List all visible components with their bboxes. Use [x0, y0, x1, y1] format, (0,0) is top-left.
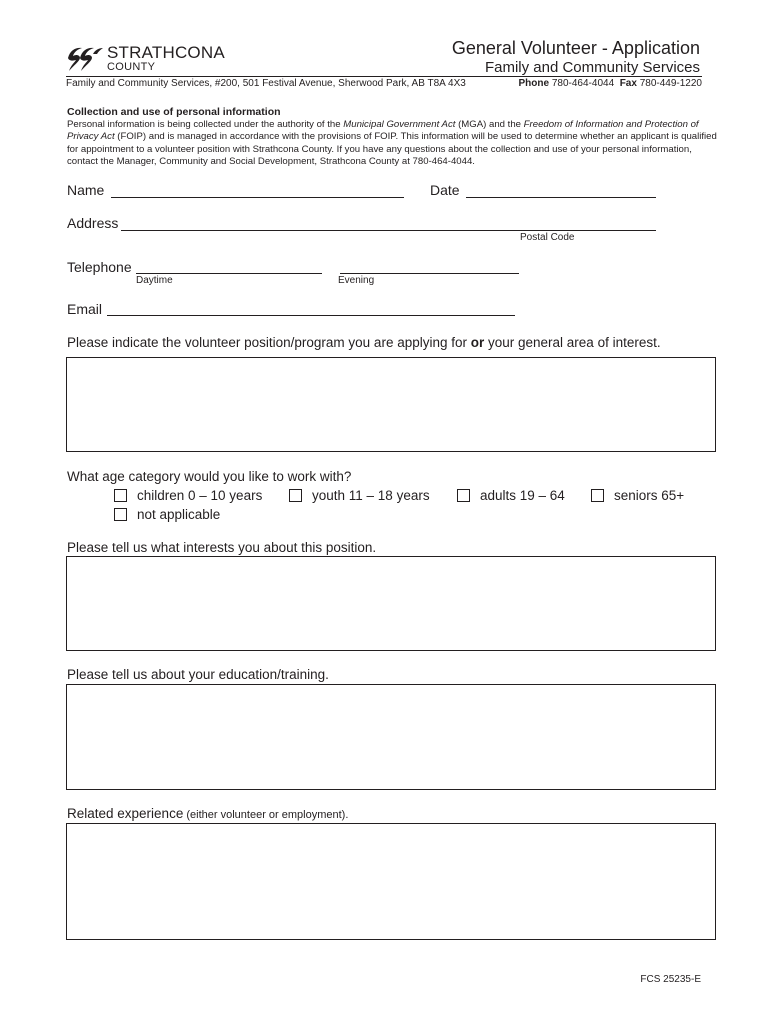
- evening-phone-field[interactable]: [340, 273, 519, 274]
- postal-code-label: Postal Code: [520, 232, 575, 243]
- date-label: Date: [430, 182, 460, 198]
- address-field[interactable]: [121, 230, 656, 231]
- age-option-seniors[interactable]: [591, 488, 684, 503]
- name-field[interactable]: [111, 197, 404, 198]
- fax-label: Fax: [619, 78, 637, 89]
- seniors-label: seniors 65+: [614, 488, 685, 503]
- not-applicable-checkbox[interactable]: [114, 508, 127, 521]
- age-option-children[interactable]: [114, 488, 262, 503]
- youth-checkbox[interactable]: [289, 489, 302, 502]
- date-field[interactable]: [466, 197, 656, 198]
- office-address: Family and Community Services, #200, 501 Festival Avenue, Sherwood Park, AB T8A 4X3: [66, 78, 466, 89]
- age-option-adults[interactable]: [457, 488, 565, 503]
- children-label: children 0 – 10 years: [137, 488, 263, 503]
- header-divider: [66, 76, 702, 77]
- interests-question: Please tell us what interests you about this position.: [67, 540, 377, 555]
- privacy-notice-title: Collection and use of personal information: [67, 106, 281, 118]
- name-label: Name: [67, 182, 105, 198]
- form-title: General Volunteer - Application: [451, 38, 700, 58]
- address-label: Address: [67, 215, 119, 231]
- education-question: Please tell us about your education/training.: [67, 667, 329, 682]
- position-answer-box[interactable]: [66, 357, 716, 452]
- department-name: Family and Community Services: [484, 59, 700, 76]
- phone-label: Phone: [518, 78, 550, 89]
- logo-name: STRATHCONA: [107, 43, 225, 62]
- adults-checkbox[interactable]: [457, 489, 470, 502]
- evening-label: Evening: [338, 275, 375, 286]
- email-label: Email: [67, 301, 103, 317]
- not-applicable-label: not applicable: [137, 507, 221, 522]
- daytime-label: Daytime: [136, 275, 173, 286]
- contact-info: [519, 78, 702, 89]
- telephone-label: Telephone: [67, 259, 132, 275]
- strathcona-county-logo: [66, 42, 236, 76]
- logo-sub: COUNTY: [107, 61, 156, 73]
- strathcona-logo-mark-icon: [66, 44, 104, 74]
- email-field[interactable]: [107, 315, 515, 316]
- privacy-notice-body: Personal information is being collected under the authority of the Municipal Government Act (MGA) and the Freedom of Information and Protection of Privacy Act (FOIP) and is managed in accordance with the provisions of FOIP. This information will be used to determine whether an applicant is qualified for appointment to a volunteer position with Strathcona County. If you have any questions about the collection and use of your personal information, contact the Manager, Community and Social Development, Strathcona County at 780-464-4044.: [67, 119, 717, 167]
- age-option-not-applicable[interactable]: [114, 507, 220, 522]
- experience-answer-box[interactable]: [66, 823, 716, 940]
- seniors-checkbox[interactable]: [591, 489, 604, 502]
- position-question: Please indicate the volunteer position/program you are applying for or your general area of interest.: [67, 335, 661, 350]
- interests-answer-box[interactable]: [66, 556, 716, 651]
- daytime-phone-field[interactable]: [136, 273, 322, 274]
- phone-number: 780-464-4044: [551, 78, 615, 89]
- children-checkbox[interactable]: [114, 489, 127, 502]
- privacy-notice: [67, 106, 717, 168]
- age-category-question: What age category would you like to work with?: [67, 469, 352, 484]
- experience-question: Related experience (either volunteer or employment).: [67, 806, 349, 821]
- youth-label: youth 11 – 18 years: [312, 488, 430, 503]
- age-option-youth[interactable]: [289, 488, 430, 503]
- fax-number: 780-449-1220: [639, 78, 702, 89]
- education-answer-box[interactable]: [66, 684, 716, 790]
- adults-label: adults 19 – 64: [480, 488, 565, 503]
- form-code: FCS 25235-E: [640, 974, 701, 985]
